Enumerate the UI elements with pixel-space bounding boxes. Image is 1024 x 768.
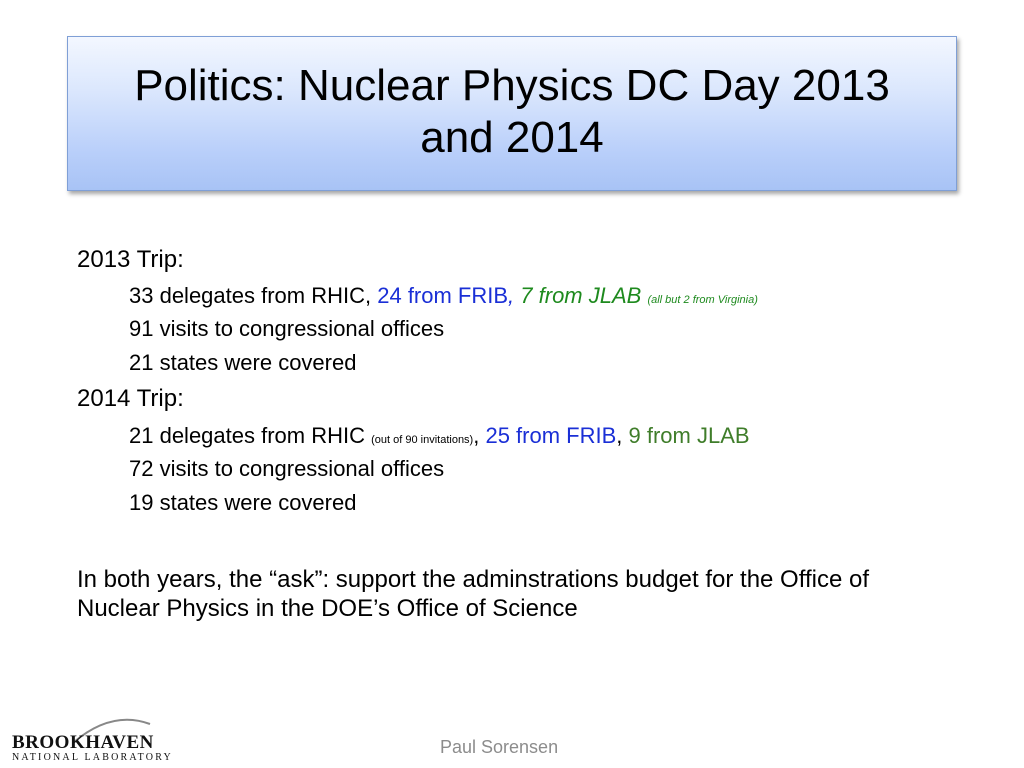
ask-statement: In both years, the “ask”: support the adminstrations budget for the Office of Nuclear Physics in the DOE’s Office of Science: [77, 566, 869, 622]
title-line-2: and 2014: [420, 112, 604, 162]
footer-author: Paul Sorensen: [440, 737, 559, 757]
slide-title: [134, 60, 890, 164]
separator: ,: [616, 423, 629, 448]
logo-main-text: BROOKHAVEN: [12, 732, 154, 753]
trip-2013-states: 21 states were covered: [129, 350, 357, 375]
logo-sub-text: NATIONAL LABORATORY: [12, 752, 173, 763]
rhic-note-2014: (out of 90 invitations): [371, 434, 474, 446]
delegates-rhic-2014: 21 delegates from RHIC: [129, 423, 372, 448]
trip-2013-delegates: [129, 283, 758, 309]
separator: ,: [508, 283, 521, 308]
trip-2014-visits: 72 visits to congressional offices: [129, 456, 445, 481]
title-box: [67, 36, 957, 191]
jlab-note-2013: (all but 2 from Virginia): [647, 294, 758, 306]
title-line-1: Politics: Nuclear Physics DC Day 2013: [134, 60, 890, 110]
separator: ,: [473, 423, 486, 448]
frib-count-2014: 25 from FRIB: [485, 423, 617, 448]
brookhaven-logo: [12, 728, 182, 766]
delegates-rhic-2013: 33 delegates from RHIC,: [129, 283, 378, 308]
trip-2013-heading: 2013 Trip:: [77, 246, 184, 273]
frib-count-2013: 24 from FRIB: [377, 283, 509, 308]
trip-2014-states: 19 states were covered: [129, 490, 357, 515]
trip-2013-visits: 91 visits to congressional offices: [129, 316, 445, 341]
trip-2014-heading: 2014 Trip:: [77, 385, 184, 412]
jlab-count-2013: 7 from JLAB: [520, 283, 642, 308]
trip-2014-delegates: [129, 423, 750, 449]
jlab-count-2014: 9 from JLAB: [628, 423, 750, 448]
